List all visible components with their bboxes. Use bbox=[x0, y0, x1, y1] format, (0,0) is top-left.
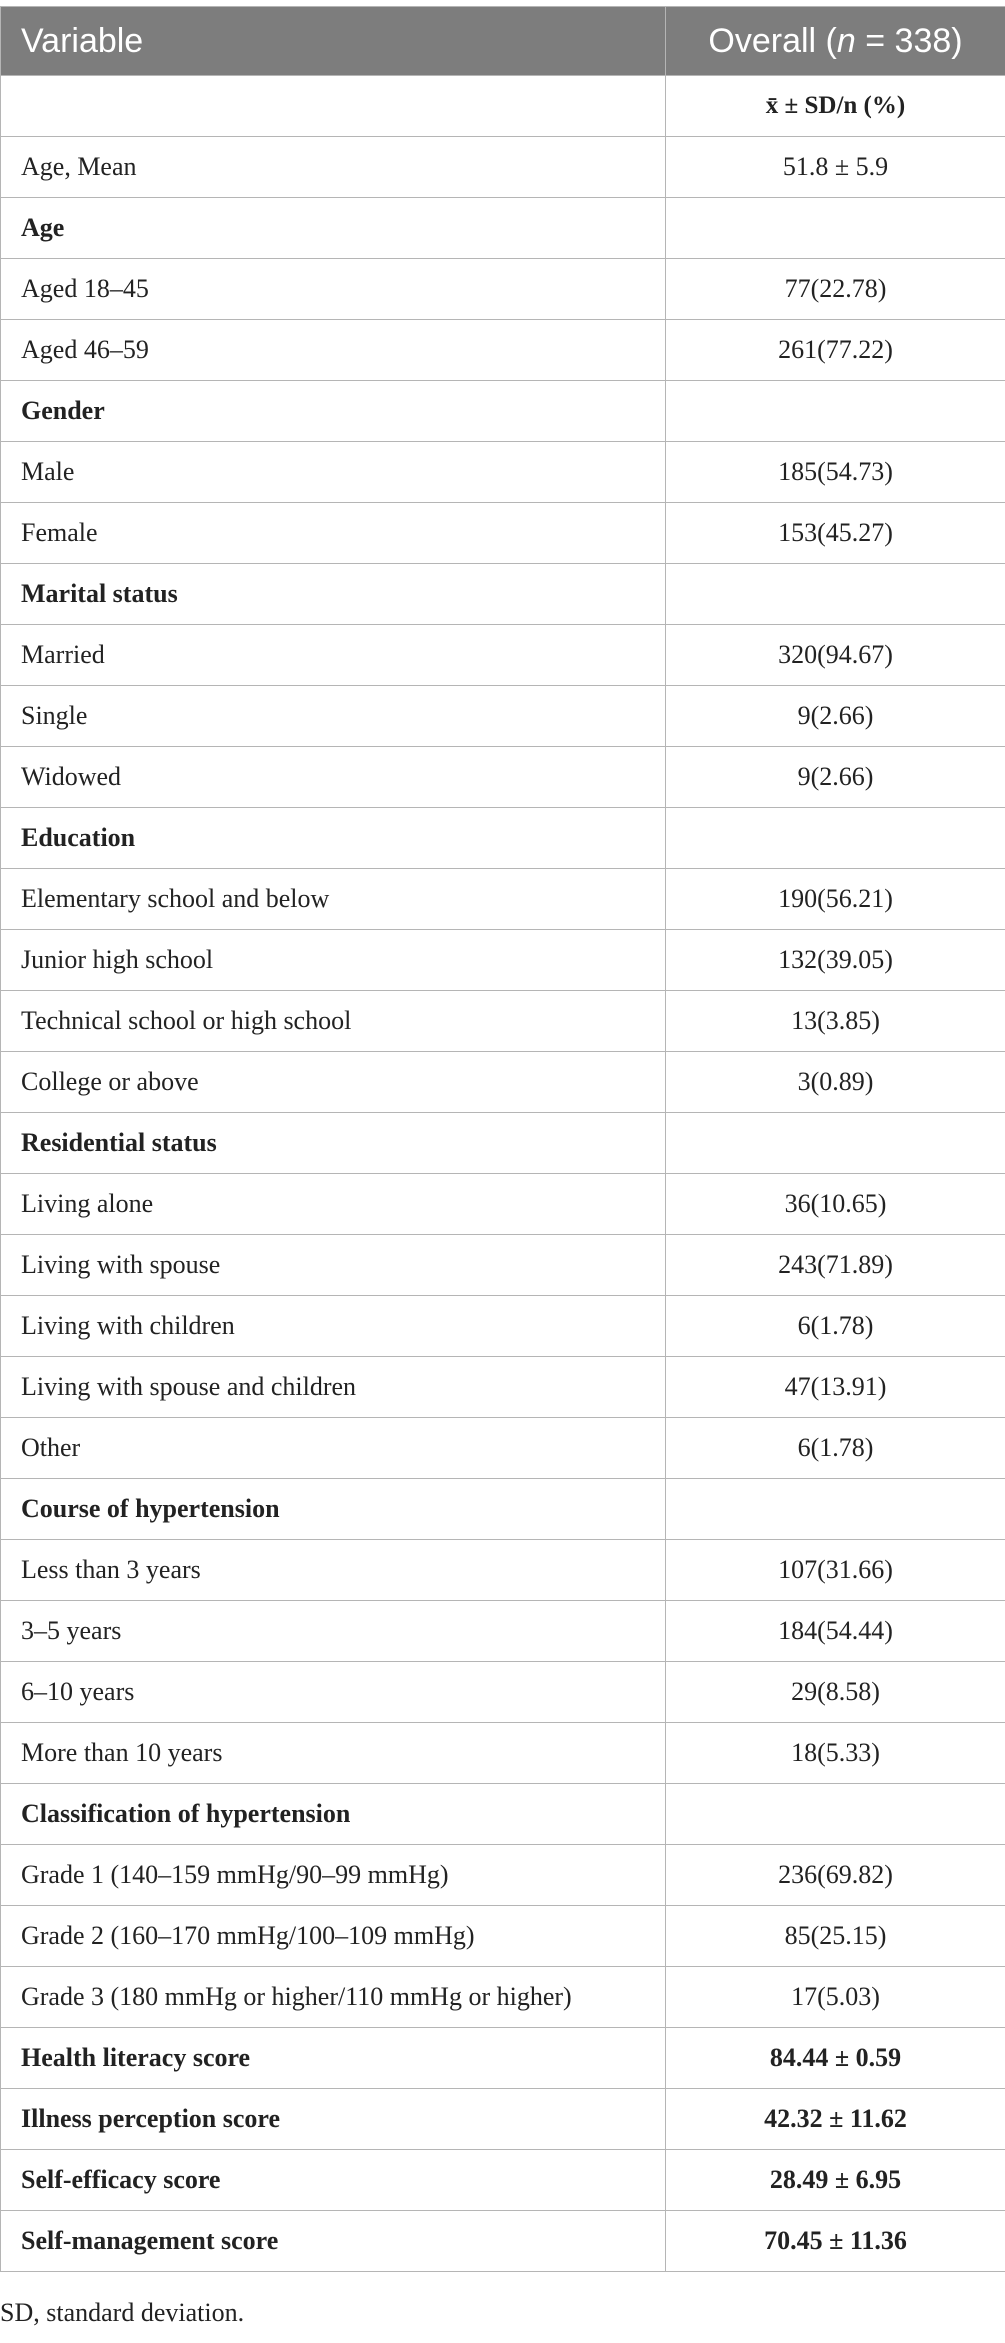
table-row bbox=[1, 1906, 1005, 1967]
row-value bbox=[666, 198, 1005, 259]
row-value: 18(5.33) bbox=[666, 1723, 1005, 1784]
table-row bbox=[1, 1296, 1005, 1357]
row-value: 84.44 ± 0.59 bbox=[666, 2028, 1005, 2089]
row-value bbox=[666, 1113, 1005, 1174]
row-value: 185(54.73) bbox=[666, 442, 1005, 503]
subheader-units: x̄ ± SD/n (%) bbox=[666, 76, 1005, 137]
row-label: Other bbox=[1, 1418, 666, 1479]
row-label: Grade 1 (140–159 mmHg/90–99 mmHg) bbox=[1, 1845, 666, 1906]
row-value bbox=[666, 808, 1005, 869]
row-label: Living with spouse bbox=[1, 1235, 666, 1296]
row-value: 261(77.22) bbox=[666, 320, 1005, 381]
table-row bbox=[1, 686, 1005, 747]
table-row bbox=[1, 991, 1005, 1052]
row-label: Technical school or high school bbox=[1, 991, 666, 1052]
table-row bbox=[1, 442, 1005, 503]
table-row bbox=[1, 259, 1005, 320]
row-label: 6–10 years bbox=[1, 1662, 666, 1723]
table-row bbox=[1, 1052, 1005, 1113]
table-row bbox=[1, 869, 1005, 930]
row-value: 184(54.44) bbox=[666, 1601, 1005, 1662]
header-overall-suffix: = 338) bbox=[855, 21, 963, 60]
row-label: Marital status bbox=[1, 564, 666, 625]
row-value bbox=[666, 1479, 1005, 1540]
table-row bbox=[1, 1113, 1005, 1174]
units-subheader-row bbox=[1, 76, 1005, 137]
table-row bbox=[1, 2150, 1005, 2211]
row-label: Grade 2 (160–170 mmHg/100–109 mmHg) bbox=[1, 1906, 666, 1967]
row-label: Aged 18–45 bbox=[1, 259, 666, 320]
row-value: 190(56.21) bbox=[666, 869, 1005, 930]
row-value: 42.32 ± 11.62 bbox=[666, 2089, 1005, 2150]
row-label: Married bbox=[1, 625, 666, 686]
table-row bbox=[1, 564, 1005, 625]
row-label: Female bbox=[1, 503, 666, 564]
header-overall-prefix: Overall ( bbox=[708, 21, 837, 60]
row-label: Self-efficacy score bbox=[1, 2150, 666, 2211]
row-label: Age bbox=[1, 198, 666, 259]
row-value bbox=[666, 1784, 1005, 1845]
row-value: 17(5.03) bbox=[666, 1967, 1005, 2028]
table-row bbox=[1, 503, 1005, 564]
header-overall-n: n bbox=[836, 21, 856, 60]
table-row bbox=[1, 808, 1005, 869]
row-value: 51.8 ± 5.9 bbox=[666, 137, 1005, 198]
table-row bbox=[1, 1479, 1005, 1540]
row-value: 29(8.58) bbox=[666, 1662, 1005, 1723]
row-label: Education bbox=[1, 808, 666, 869]
table-header-row bbox=[1, 7, 1005, 76]
row-label: Widowed bbox=[1, 747, 666, 808]
row-label: Aged 46–59 bbox=[1, 320, 666, 381]
row-value: 6(1.78) bbox=[666, 1296, 1005, 1357]
row-label: Elementary school and below bbox=[1, 869, 666, 930]
table-row bbox=[1, 2028, 1005, 2089]
row-label: Age, Mean bbox=[1, 137, 666, 198]
row-label: Illness perception score bbox=[1, 2089, 666, 2150]
row-label: Classification of hypertension bbox=[1, 1784, 666, 1845]
row-value: 13(3.85) bbox=[666, 991, 1005, 1052]
row-value: 243(71.89) bbox=[666, 1235, 1005, 1296]
table-row bbox=[1, 1723, 1005, 1784]
row-label: Gender bbox=[1, 381, 666, 442]
table-row bbox=[1, 1235, 1005, 1296]
demographics-table bbox=[0, 6, 1005, 2272]
table-row bbox=[1, 1601, 1005, 1662]
row-value: 28.49 ± 6.95 bbox=[666, 2150, 1005, 2211]
table-row bbox=[1, 2211, 1005, 2272]
row-value: 9(2.66) bbox=[666, 686, 1005, 747]
row-value: 70.45 ± 11.36 bbox=[666, 2211, 1005, 2272]
row-value: 3(0.89) bbox=[666, 1052, 1005, 1113]
row-value: 132(39.05) bbox=[666, 930, 1005, 991]
table-row bbox=[1, 1418, 1005, 1479]
row-value: 320(94.67) bbox=[666, 625, 1005, 686]
table-row bbox=[1, 1845, 1005, 1906]
table-row bbox=[1, 1357, 1005, 1418]
table-row bbox=[1, 1967, 1005, 2028]
row-label: Residential status bbox=[1, 1113, 666, 1174]
table-row bbox=[1, 2089, 1005, 2150]
table-row bbox=[1, 198, 1005, 259]
subheader-blank-cell bbox=[1, 76, 666, 137]
header-overall bbox=[666, 7, 1005, 76]
table-footnote: SD, standard deviation. bbox=[0, 2298, 245, 2327]
table-row bbox=[1, 137, 1005, 198]
table-row bbox=[1, 1784, 1005, 1845]
row-label: Living with children bbox=[1, 1296, 666, 1357]
table-row bbox=[1, 1174, 1005, 1235]
row-value: 36(10.65) bbox=[666, 1174, 1005, 1235]
row-label: 3–5 years bbox=[1, 1601, 666, 1662]
row-value: 236(69.82) bbox=[666, 1845, 1005, 1906]
table-row bbox=[1, 1540, 1005, 1601]
row-value: 47(13.91) bbox=[666, 1357, 1005, 1418]
row-label: Less than 3 years bbox=[1, 1540, 666, 1601]
row-value: 9(2.66) bbox=[666, 747, 1005, 808]
row-value: 85(25.15) bbox=[666, 1906, 1005, 1967]
row-value: 6(1.78) bbox=[666, 1418, 1005, 1479]
row-label: Living with spouse and children bbox=[1, 1357, 666, 1418]
row-value bbox=[666, 381, 1005, 442]
row-value: 107(31.66) bbox=[666, 1540, 1005, 1601]
row-label: Single bbox=[1, 686, 666, 747]
row-label: Self-management score bbox=[1, 2211, 666, 2272]
table-row bbox=[1, 320, 1005, 381]
row-value bbox=[666, 564, 1005, 625]
row-label: Course of hypertension bbox=[1, 1479, 666, 1540]
row-label: Health literacy score bbox=[1, 2028, 666, 2089]
row-label: College or above bbox=[1, 1052, 666, 1113]
table-row bbox=[1, 930, 1005, 991]
table-row bbox=[1, 1662, 1005, 1723]
row-value: 77(22.78) bbox=[666, 259, 1005, 320]
row-label: Male bbox=[1, 442, 666, 503]
row-label: Living alone bbox=[1, 1174, 666, 1235]
table-row bbox=[1, 625, 1005, 686]
row-value: 153(45.27) bbox=[666, 503, 1005, 564]
table-row bbox=[1, 381, 1005, 442]
row-label: Junior high school bbox=[1, 930, 666, 991]
row-label: More than 10 years bbox=[1, 1723, 666, 1784]
header-variable: Variable bbox=[1, 7, 666, 76]
row-label: Grade 3 (180 mmHg or higher/110 mmHg or higher) bbox=[1, 1967, 666, 2028]
table-row bbox=[1, 747, 1005, 808]
